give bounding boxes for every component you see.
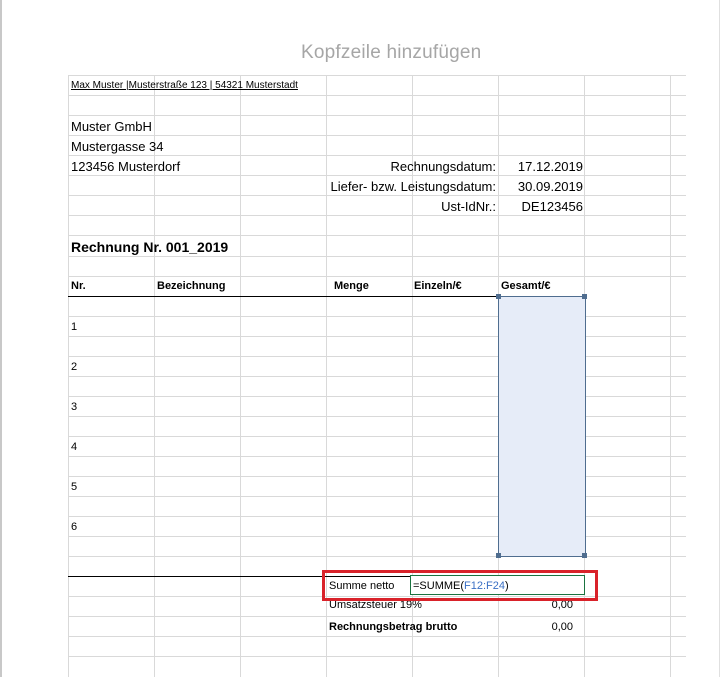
gridline — [68, 135, 686, 136]
invoice-date-label[interactable]: Rechnungsdatum: — [390, 159, 496, 174]
gridline — [68, 75, 686, 76]
gridline — [68, 476, 686, 477]
gridline — [68, 556, 686, 557]
formula-suffix: ) — [505, 580, 509, 592]
formula-range-ref: F12:F24 — [464, 580, 505, 592]
gridline — [68, 536, 686, 537]
vat-id-value[interactable]: DE123456 — [521, 199, 583, 214]
gridline — [68, 496, 686, 497]
recipient-street[interactable]: Mustergasse 34 — [71, 139, 164, 154]
invoice-title[interactable]: Rechnung Nr. 001_2019 — [71, 239, 229, 255]
gridline — [68, 215, 686, 216]
net-sum-label[interactable]: Summe netto — [329, 580, 395, 592]
item-number[interactable]: 4 — [71, 441, 78, 453]
item-number[interactable]: 1 — [71, 321, 78, 333]
gridline — [68, 195, 686, 196]
header-placeholder[interactable]: Kopfzeile hinzufügen — [301, 42, 482, 63]
column-header-total[interactable]: Gesamt/€ — [501, 280, 551, 292]
selected-range[interactable] — [498, 296, 586, 557]
gridline — [68, 336, 686, 337]
selection-handle[interactable] — [496, 294, 501, 299]
vat-value[interactable]: 0,00 — [551, 599, 573, 611]
item-number[interactable]: 5 — [71, 481, 78, 493]
gridline — [68, 416, 686, 417]
column-header-nr[interactable]: Nr. — [71, 280, 86, 292]
recipient-city[interactable]: 123456 Musterdorf — [71, 159, 181, 174]
gridline — [68, 616, 686, 617]
sender-line[interactable]: Max Muster |Musterstraße 123 | 54321 Musterstadt — [71, 80, 298, 91]
delivery-date-value[interactable]: 30.09.2019 — [517, 179, 583, 194]
gridline — [68, 436, 686, 437]
column-header-quantity[interactable]: Menge — [334, 280, 369, 292]
vat-label[interactable]: Umsatzsteuer 19% — [329, 599, 422, 611]
item-number[interactable]: 3 — [71, 401, 78, 413]
item-number[interactable]: 6 — [71, 521, 78, 533]
gross-total-value[interactable]: 0,00 — [551, 621, 573, 633]
recipient-company[interactable]: Muster GmbH — [71, 119, 152, 134]
gridline — [68, 636, 686, 637]
vat-id-label[interactable]: Ust-IdNr.: — [441, 199, 496, 214]
selection-handle[interactable] — [582, 294, 587, 299]
gridline — [68, 356, 686, 357]
gridline — [68, 516, 686, 517]
page-edge — [0, 0, 2, 677]
column-header-description[interactable]: Bezeichnung — [157, 280, 226, 292]
gridline — [68, 376, 686, 377]
gridline — [68, 276, 686, 277]
selection-handle[interactable] — [582, 553, 587, 558]
gridline — [68, 656, 686, 657]
gross-total-label[interactable]: Rechnungsbetrag brutto — [329, 621, 458, 633]
delivery-date-label[interactable]: Liefer- bzw. Leistungsdatum: — [330, 179, 496, 194]
gridline — [68, 155, 686, 156]
gridline — [68, 115, 686, 116]
item-number[interactable]: 2 — [71, 361, 78, 373]
selection-handle[interactable] — [496, 553, 501, 558]
gridline — [68, 456, 686, 457]
formula-prefix: =SUMME( — [413, 580, 465, 592]
header-underline — [68, 296, 498, 297]
gridline — [68, 396, 686, 397]
gridline — [68, 316, 686, 317]
gridline — [68, 235, 686, 236]
gridline — [68, 95, 686, 96]
gridline — [68, 175, 686, 176]
annotation-highlight-box — [322, 570, 598, 601]
gridline — [68, 256, 686, 257]
column-header-unit-price[interactable]: Einzeln/€ — [414, 280, 462, 292]
invoice-date-value[interactable]: 17.12.2019 — [517, 159, 583, 174]
